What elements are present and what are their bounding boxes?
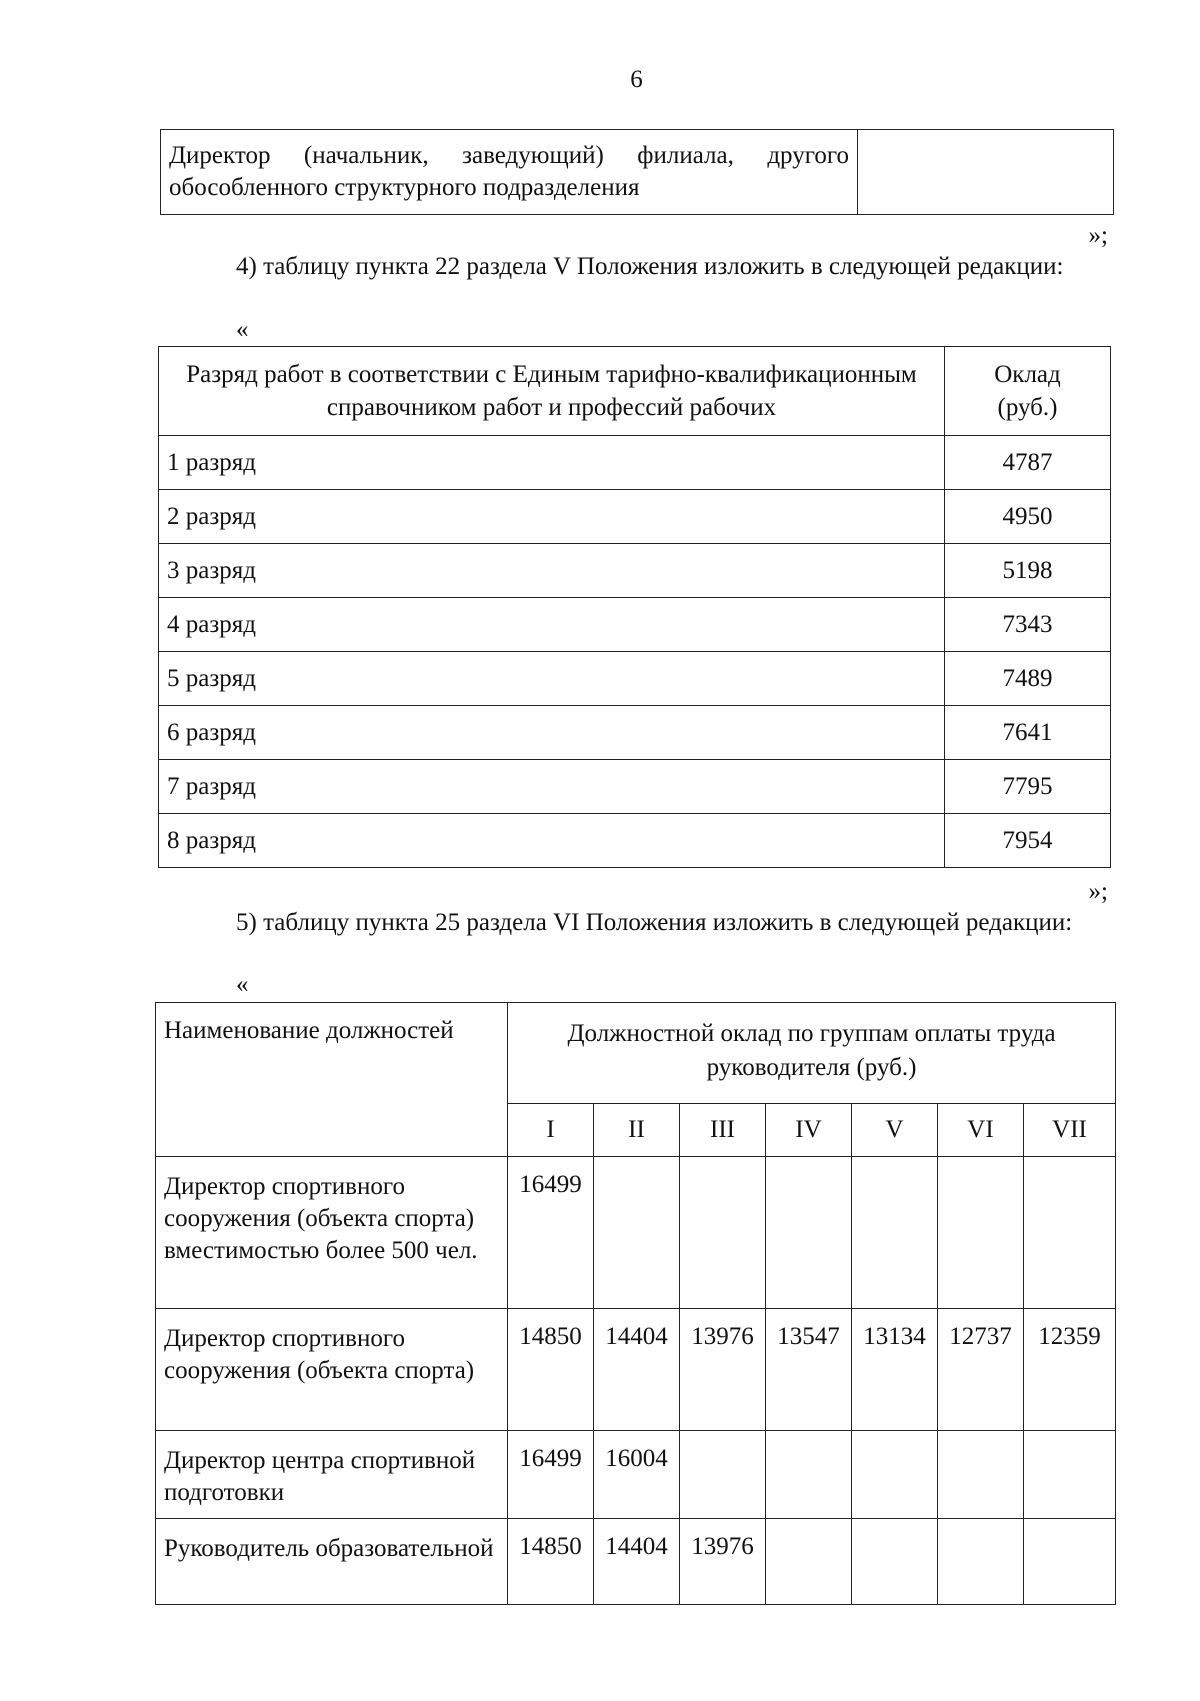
salary-cell: 5198	[945, 544, 1111, 598]
salary-cell: 16499	[508, 1431, 594, 1519]
salary-cell	[852, 1157, 938, 1309]
grades-salary-table	[158, 346, 1111, 868]
salary-cell	[938, 1157, 1024, 1309]
group-header: II	[594, 1104, 680, 1157]
salary-cell	[852, 1431, 938, 1519]
salary-cell: 12359	[1024, 1309, 1116, 1431]
position-column-header: Наименование должностей	[156, 1003, 508, 1157]
salary-cell: 14850	[508, 1519, 594, 1605]
item-5-text: 5) таблицу пункта 25 раздела VI Положения изложить в следующей редакции:	[236, 909, 1073, 936]
manager-salary-table	[155, 1002, 1116, 1605]
table-row	[161, 130, 1114, 215]
salary-cell: 7954	[945, 814, 1111, 868]
table-header-row	[156, 1003, 1116, 1104]
table-row	[159, 490, 1111, 544]
salary-cell: 7641	[945, 706, 1111, 760]
table-row	[159, 760, 1111, 814]
salary-cell: 13976	[680, 1309, 766, 1431]
salary-cell	[1024, 1519, 1116, 1605]
item-4-text: 4) таблицу пункта 22 раздела V Положения изложить в следующей редакции:	[236, 253, 1064, 280]
table-header-row	[159, 347, 1111, 436]
table-row	[156, 1309, 1116, 1431]
grade-cell: 2 разряд	[159, 490, 945, 544]
salary-cell: 7489	[945, 652, 1111, 706]
opening-quote: «	[236, 316, 249, 343]
group-header: III	[680, 1104, 766, 1157]
position-text: Директор (начальник, заведующий) филиала, другого обособленного структурного подразделения	[169, 142, 849, 201]
position-cell	[161, 130, 858, 215]
group-header: VI	[938, 1104, 1024, 1157]
value-cell	[858, 130, 1114, 215]
table-row	[156, 1519, 1116, 1605]
closing-quote: »;	[1088, 222, 1108, 249]
position-cell: Директор спортивного сооружения (объекта спорта)	[156, 1309, 508, 1431]
salary-cell	[938, 1431, 1024, 1519]
salary-cell	[938, 1519, 1024, 1605]
salary-cell	[766, 1157, 852, 1309]
grade-cell: 7 разряд	[159, 760, 945, 814]
group-header: V	[852, 1104, 938, 1157]
salary-cell: 16499	[508, 1157, 594, 1309]
grade-column-header: Разряд работ в соответствии с Единым тарифно-квалификационным справочником работ и профессий рабочих	[159, 347, 945, 436]
position-cell: Директор спортивного сооружения (объекта спорта) вместимостью более 500 чел.	[156, 1157, 508, 1309]
salary-cell: 14404	[594, 1519, 680, 1605]
table-row	[159, 436, 1111, 490]
salary-cell	[852, 1519, 938, 1605]
table-row	[159, 598, 1111, 652]
group-header: I	[508, 1104, 594, 1157]
salary-cell: 7795	[945, 760, 1111, 814]
opening-quote: «	[236, 971, 249, 998]
salary-cell: 13547	[766, 1309, 852, 1431]
salary-cell: 13134	[852, 1309, 938, 1431]
grade-cell: 8 разряд	[159, 814, 945, 868]
salary-cell: 13976	[680, 1519, 766, 1605]
table-row	[159, 814, 1111, 868]
table-row	[156, 1157, 1116, 1309]
groups-column-header: Должностной оклад по группам оплаты труда руководителя (руб.)	[508, 1003, 1116, 1104]
salary-cell	[594, 1157, 680, 1309]
salary-cell: 16004	[594, 1431, 680, 1519]
grade-cell: 1 разряд	[159, 436, 945, 490]
position-cell: Директор центра спортивной подготовки	[156, 1431, 508, 1519]
position-table-fragment	[160, 129, 1114, 215]
salary-cell	[766, 1431, 852, 1519]
page-number: 6	[630, 66, 643, 93]
salary-cell: 14404	[594, 1309, 680, 1431]
item-4-paragraph	[163, 250, 1108, 284]
salary-cell	[766, 1519, 852, 1605]
group-header: IV	[766, 1104, 852, 1157]
salary-cell	[1024, 1431, 1116, 1519]
salary-cell: 4950	[945, 490, 1111, 544]
position-cell: Руководитель образовательной	[156, 1519, 508, 1605]
salary-cell	[1024, 1157, 1116, 1309]
grade-cell: 5 разряд	[159, 652, 945, 706]
salary-cell: 7343	[945, 598, 1111, 652]
salary-cell: 12737	[938, 1309, 1024, 1431]
salary-cell	[680, 1431, 766, 1519]
grade-cell: 4 разряд	[159, 598, 945, 652]
table-row	[159, 652, 1111, 706]
group-header: VII	[1024, 1104, 1116, 1157]
salary-cell: 14850	[508, 1309, 594, 1431]
table-row	[159, 706, 1111, 760]
table-row	[159, 544, 1111, 598]
salary-cell: 4787	[945, 436, 1111, 490]
salary-column-header: Оклад (руб.)	[945, 347, 1111, 436]
salary-cell	[680, 1157, 766, 1309]
table-row	[156, 1431, 1116, 1519]
closing-quote: »;	[1088, 878, 1108, 905]
grade-cell: 3 разряд	[159, 544, 945, 598]
item-5-paragraph	[163, 906, 1108, 940]
grade-cell: 6 разряд	[159, 706, 945, 760]
